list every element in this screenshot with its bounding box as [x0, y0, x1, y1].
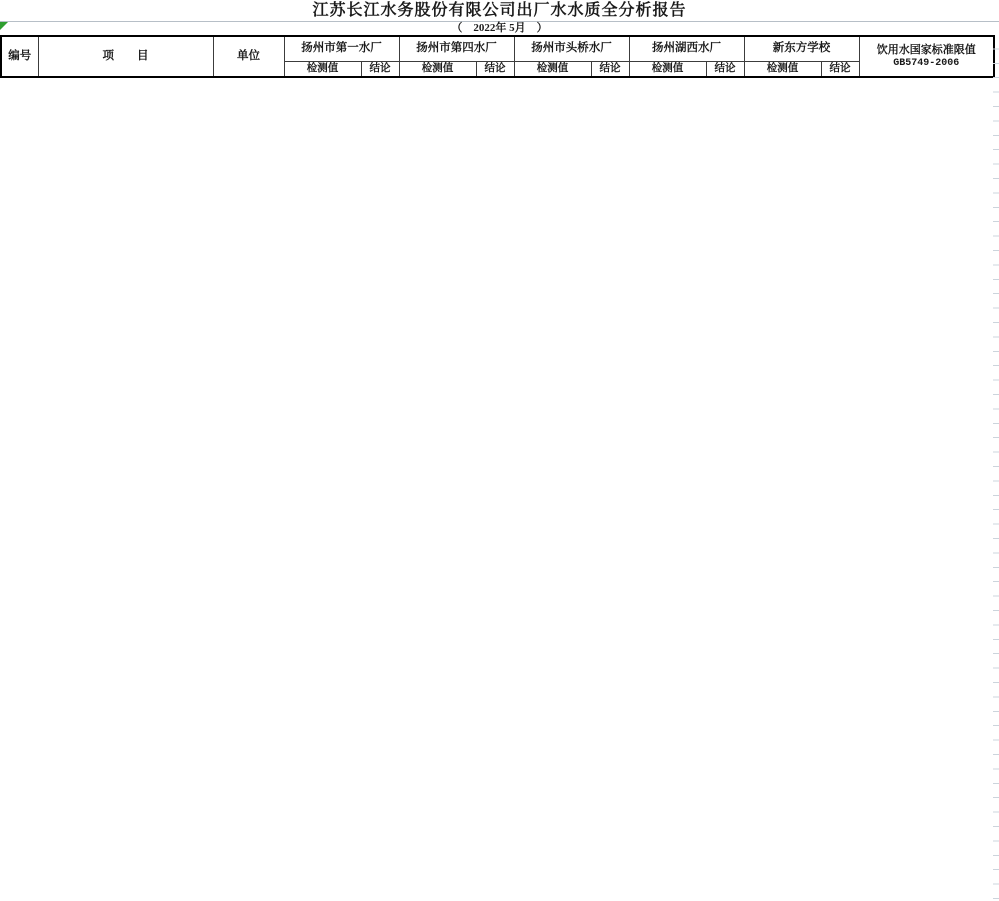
header-conclusion-3[interactable]: 结论	[591, 62, 629, 78]
header-value-4[interactable]: 检测值	[629, 62, 706, 78]
header-limit-standard: GB5749-2006	[893, 57, 960, 69]
header-conclusion-4[interactable]: 结论	[706, 62, 744, 78]
report-period	[0, 21, 999, 35]
water-quality-table	[0, 35, 995, 78]
header-plant-3[interactable]: 扬州市头桥水厂	[514, 36, 629, 62]
green-corner-indicator-icon	[0, 22, 8, 30]
header-limit-title: 饮用水国家标准限值	[876, 44, 976, 57]
header-limit[interactable]	[859, 36, 994, 77]
header-value-1[interactable]: 检测值	[284, 62, 361, 78]
header-plant-1[interactable]: 扬州市第一水厂	[284, 36, 399, 62]
header-value-3[interactable]: 检测值	[514, 62, 591, 78]
header-row-plants	[1, 36, 994, 62]
header-conclusion-1[interactable]: 结论	[361, 62, 399, 78]
header-value-2[interactable]: 检测值	[399, 62, 476, 78]
header-conclusion-5[interactable]: 结论	[821, 62, 859, 78]
header-unit[interactable]: 单位	[213, 36, 284, 77]
report-period-label: （ 2022年 5月 ）	[451, 22, 548, 34]
header-plant-4[interactable]: 扬州湖西水厂	[629, 36, 744, 62]
header-plant-5[interactable]: 新东方学校	[744, 36, 859, 62]
header-plant-2[interactable]: 扬州市第四水厂	[399, 36, 514, 62]
header-conclusion-2[interactable]: 结论	[476, 62, 514, 78]
page-title: 江苏长江水务股份有限公司出厂水水质全分析报告	[312, 2, 687, 19]
header-value-5[interactable]: 检测值	[744, 62, 821, 78]
header-item[interactable]: 项 目	[38, 36, 213, 77]
header-no[interactable]: 编号	[1, 36, 38, 77]
excel-gridlines-margin	[993, 35, 999, 901]
